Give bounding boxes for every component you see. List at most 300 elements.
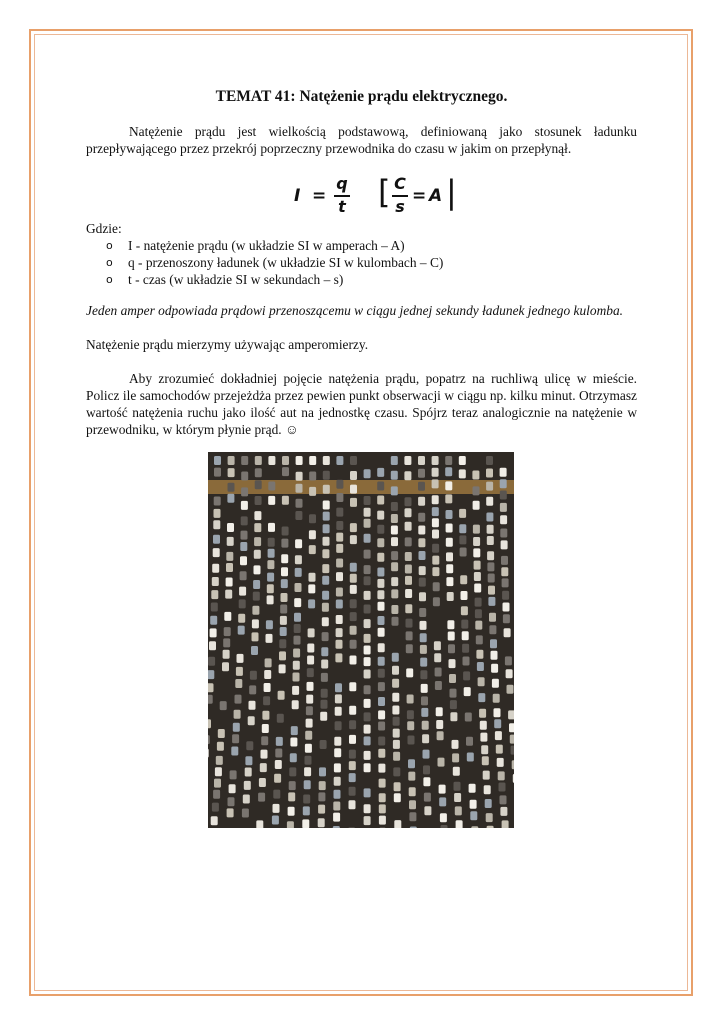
car-shape (422, 721, 429, 730)
car-shape (393, 752, 400, 761)
car-shape (473, 548, 480, 557)
car-shape (266, 620, 273, 629)
definition-paragraph: Jeden amper odpowiada prądowi przenoszącemu w ciągu jednej sekundy ładunek jednego kulomba. (86, 303, 624, 318)
car-shape (228, 797, 235, 806)
car-shape (267, 595, 274, 604)
car-shape (336, 559, 343, 568)
car-shape (377, 579, 384, 588)
car-shape (405, 522, 412, 531)
car-shape (254, 565, 261, 574)
car-shape (305, 756, 312, 765)
car-shape (405, 537, 412, 546)
car-shape (469, 784, 476, 793)
car-shape (449, 659, 456, 668)
car-shape (393, 740, 400, 749)
car-shape (465, 713, 472, 722)
car-shape (364, 619, 371, 628)
car-shape (419, 566, 426, 575)
list-item (86, 254, 443, 271)
list-item-text: t - czas (w układzie SI w sekundach – s) (128, 272, 344, 287)
car-shape (227, 523, 234, 532)
car-shape (237, 654, 244, 663)
car-shape (245, 768, 252, 777)
car-shape (445, 467, 452, 476)
car-shape (224, 627, 231, 636)
car-shape (323, 456, 330, 465)
car-shape (350, 485, 357, 494)
car-shape (420, 658, 427, 667)
car-shape (248, 716, 255, 725)
symbols-list (86, 237, 443, 288)
car-shape (454, 793, 461, 802)
car-shape (231, 747, 238, 756)
car-shape (295, 539, 302, 548)
car-shape (296, 499, 303, 508)
car-shape (499, 783, 506, 792)
car-shape (268, 538, 275, 547)
car-shape (333, 802, 340, 811)
car-shape (212, 564, 219, 573)
car-shape (264, 683, 271, 692)
car-shape (448, 632, 455, 641)
car-shape (349, 706, 356, 715)
car-shape (453, 767, 460, 776)
car-shape (241, 487, 248, 496)
car-shape (378, 616, 385, 625)
car-shape (364, 508, 371, 517)
car-shape (336, 493, 343, 502)
car-shape (213, 520, 220, 529)
car-shape (226, 578, 233, 587)
car-shape (463, 657, 470, 666)
car-shape (405, 589, 412, 598)
car-shape (482, 756, 489, 765)
car-shape (229, 784, 236, 793)
car-shape (406, 644, 413, 653)
car-shape (268, 523, 275, 532)
car-shape (319, 767, 326, 776)
car-shape (252, 606, 259, 615)
car-shape (391, 562, 398, 571)
car-shape (364, 804, 371, 813)
car-shape (391, 537, 398, 546)
car-shape (323, 537, 330, 546)
car-shape (421, 684, 428, 693)
car-shape (502, 578, 509, 587)
car-shape (209, 641, 216, 650)
car-shape (364, 736, 371, 745)
car-shape (496, 745, 503, 754)
car-shape (432, 556, 439, 565)
car-shape (213, 535, 220, 544)
car-shape (307, 668, 314, 677)
car-shape (500, 807, 507, 816)
car-shape (394, 793, 401, 802)
car-shape (436, 707, 443, 716)
car-shape (459, 509, 466, 518)
car-shape (432, 479, 439, 488)
car-shape (306, 706, 313, 715)
car-shape (291, 726, 298, 735)
car-shape (498, 771, 505, 780)
car-shape (450, 689, 457, 698)
car-shape (290, 753, 297, 762)
car-shape (295, 568, 302, 577)
car-shape (500, 795, 507, 804)
car-shape (275, 760, 282, 769)
car-shape (364, 763, 371, 772)
car-shape (235, 695, 242, 704)
formula-equals-1: = (312, 186, 327, 206)
car-shape (419, 578, 426, 587)
formula-denominator: t (338, 197, 346, 216)
car-shape (260, 763, 267, 772)
car-shape (294, 598, 301, 607)
car-shape (307, 682, 314, 691)
car-shape (208, 657, 215, 666)
car-shape (254, 537, 261, 546)
car-shape (500, 503, 507, 512)
car-shape (252, 632, 259, 641)
car-shape (448, 644, 455, 653)
car-shape (475, 621, 482, 630)
car-shape (349, 773, 356, 782)
car-shape (377, 553, 384, 562)
car-shape (242, 809, 249, 818)
car-shape (409, 812, 416, 821)
car-shape (480, 733, 487, 742)
car-shape (486, 813, 493, 822)
car-shape (334, 763, 341, 772)
car-shape (486, 497, 493, 506)
car-shape (493, 694, 500, 703)
car-shape (350, 599, 357, 608)
car-shape (208, 719, 211, 728)
car-shape (406, 668, 413, 677)
car-shape (440, 813, 447, 822)
formula-result: A (429, 186, 443, 206)
car-shape (350, 563, 357, 572)
car-shape (391, 526, 398, 535)
car-shape (333, 826, 340, 828)
car-shape (432, 530, 439, 539)
car-shape (500, 468, 507, 477)
car-shape (213, 548, 220, 557)
car-shape (487, 562, 494, 571)
car-shape (503, 614, 510, 623)
car-shape (253, 580, 260, 589)
car-shape (405, 604, 412, 613)
car-shape (459, 535, 466, 544)
car-shape (236, 667, 243, 676)
car-shape (434, 653, 441, 662)
car-shape (393, 717, 400, 726)
car-shape (476, 650, 483, 659)
car-shape (486, 456, 493, 465)
car-shape (474, 572, 481, 581)
car-shape (461, 606, 468, 615)
car-shape (350, 640, 357, 649)
car-shape (449, 674, 456, 683)
car-shape (409, 787, 416, 796)
car-shape (348, 827, 355, 828)
car-shape (275, 749, 282, 758)
car-shape (292, 686, 299, 695)
car-shape (487, 525, 494, 534)
car-shape (445, 456, 452, 465)
car-shape (364, 534, 371, 543)
car-shape (350, 523, 357, 532)
car-shape (456, 820, 463, 828)
car-shape (404, 471, 411, 480)
car-shape (423, 765, 430, 774)
car-shape (293, 673, 300, 682)
car-shape (409, 800, 416, 809)
car-shape (379, 816, 386, 825)
car-shape (391, 486, 398, 495)
car-shape (460, 575, 467, 584)
car-shape (510, 735, 514, 744)
car-shape (495, 731, 502, 740)
car-shape (474, 561, 481, 570)
car-shape (304, 767, 311, 776)
car-shape (379, 804, 386, 813)
car-shape (228, 456, 235, 465)
car-shape (421, 708, 428, 717)
car-shape (492, 679, 499, 688)
car-shape (405, 508, 412, 517)
car-shape (243, 795, 250, 804)
car-shape (392, 693, 399, 702)
car-shape (407, 710, 414, 719)
car-shape (364, 816, 371, 825)
car-shape (473, 537, 480, 546)
car-shape (254, 523, 261, 532)
car-shape (486, 469, 493, 478)
car-shape (350, 456, 357, 465)
car-shape (391, 502, 398, 511)
car-shape (497, 758, 504, 767)
car-shape (406, 619, 413, 628)
car-shape (323, 471, 330, 480)
car-shape (287, 821, 294, 828)
car-shape (378, 710, 385, 719)
car-shape (502, 820, 509, 828)
car-shape (336, 588, 343, 597)
car-shape (503, 603, 510, 612)
bracket-close-icon: | (446, 173, 457, 211)
car-shape (488, 574, 495, 583)
car-shape (245, 756, 252, 765)
car-shape (213, 790, 220, 799)
car-shape (364, 685, 371, 694)
car-shape (392, 679, 399, 688)
car-shape (350, 498, 357, 507)
car-shape (296, 472, 303, 481)
car-shape (349, 750, 356, 759)
car-shape (323, 524, 330, 533)
car-shape (272, 816, 279, 825)
car-shape (473, 486, 480, 495)
car-shape (500, 529, 507, 538)
car-shape (255, 468, 262, 477)
car-shape (273, 804, 280, 813)
circle-bullet-icon: o (106, 256, 113, 269)
car-shape (217, 742, 224, 751)
car-shape (280, 605, 287, 614)
car-shape (455, 806, 462, 815)
car-shape (446, 524, 453, 533)
car-shape (225, 590, 232, 599)
car-shape (335, 683, 342, 692)
formula-equals-2: = (412, 186, 427, 206)
car-shape (281, 539, 288, 548)
car-shape (350, 656, 357, 665)
car-shape (501, 540, 508, 549)
car-shape (377, 590, 384, 599)
car-shape (364, 576, 371, 585)
car-shape (280, 627, 287, 636)
car-shape (227, 494, 234, 503)
car-shape (391, 589, 398, 598)
car-shape (404, 456, 411, 465)
car-shape (239, 599, 246, 608)
car-shape (214, 497, 221, 506)
car-shape (267, 584, 274, 593)
car-shape (392, 653, 399, 662)
car-shape (309, 487, 316, 496)
car-shape (364, 699, 371, 708)
car-shape (288, 807, 295, 816)
car-shape (295, 555, 302, 564)
car-shape (350, 585, 357, 594)
car-shape (378, 737, 385, 746)
car-shape (305, 744, 312, 753)
car-shape (215, 767, 222, 776)
car-shape (321, 689, 328, 698)
car-shape (318, 818, 325, 827)
car-shape (321, 700, 328, 709)
car-shape (277, 714, 284, 723)
car-shape (241, 531, 248, 540)
traffic-photo (208, 452, 514, 828)
traffic-jam-image (208, 452, 514, 828)
car-shape (479, 709, 486, 718)
car-shape (378, 602, 385, 611)
car-shape (240, 571, 247, 580)
car-shape (477, 662, 484, 671)
car-shape (418, 456, 425, 465)
car-shape (349, 735, 356, 744)
car-shape (294, 613, 301, 622)
car-shape (445, 481, 452, 490)
car-shape (491, 664, 498, 673)
car-shape (268, 549, 275, 558)
car-shape (421, 696, 428, 705)
car-shape (293, 649, 300, 658)
car-shape (336, 640, 343, 649)
car-shape (336, 572, 343, 581)
car-shape (432, 544, 439, 553)
car-shape (494, 719, 501, 728)
car-shape (218, 729, 225, 738)
car-shape (418, 538, 425, 547)
car-shape (334, 777, 341, 786)
car-shape (418, 469, 425, 478)
car-shape (276, 737, 283, 746)
car-shape (309, 545, 316, 554)
car-shape (462, 644, 469, 653)
car-shape (377, 568, 384, 577)
car-shape (393, 729, 400, 738)
car-shape (447, 592, 454, 601)
car-shape (323, 485, 330, 494)
car-shape (474, 584, 481, 593)
car-shape (208, 735, 210, 744)
car-shape (309, 456, 316, 465)
car-shape (268, 456, 275, 465)
car-shape (254, 550, 261, 559)
car-shape (350, 612, 357, 621)
car-shape (378, 749, 385, 758)
car-shape (450, 712, 457, 721)
car-shape (249, 701, 256, 710)
car-shape (211, 603, 218, 612)
car-shape (350, 471, 357, 480)
car-shape (256, 820, 263, 828)
car-shape (259, 778, 266, 787)
car-shape (454, 782, 461, 791)
car-shape (321, 673, 328, 682)
car-shape (226, 563, 233, 572)
car-shape (289, 781, 296, 790)
car-shape (333, 813, 340, 822)
car-shape (432, 495, 439, 504)
car-shape (335, 721, 342, 730)
car-shape (349, 720, 356, 729)
car-shape (446, 552, 453, 561)
car-shape (323, 512, 330, 521)
car-shape (418, 526, 425, 535)
car-shape (472, 471, 479, 480)
car-shape (418, 513, 425, 522)
car-shape (393, 767, 400, 776)
car-shape (227, 537, 234, 546)
car-shape (506, 669, 513, 678)
car-shape (281, 593, 288, 602)
car-shape (279, 664, 286, 673)
car-shape (262, 724, 269, 733)
car-shape (364, 634, 371, 643)
car-shape (439, 785, 446, 794)
car-shape (336, 628, 343, 637)
car-shape (377, 496, 384, 505)
car-shape (214, 456, 221, 465)
car-shape (432, 518, 439, 527)
car-shape (280, 616, 287, 625)
car-shape (232, 734, 239, 743)
car-shape (364, 550, 371, 559)
car-shape (235, 679, 242, 688)
car-shape (224, 612, 231, 621)
car-shape (446, 577, 453, 586)
car-shape (210, 628, 217, 637)
car-shape (306, 719, 313, 728)
car-shape (405, 565, 412, 574)
car-shape (473, 525, 480, 534)
car-shape (485, 799, 492, 808)
car-shape (309, 472, 316, 481)
